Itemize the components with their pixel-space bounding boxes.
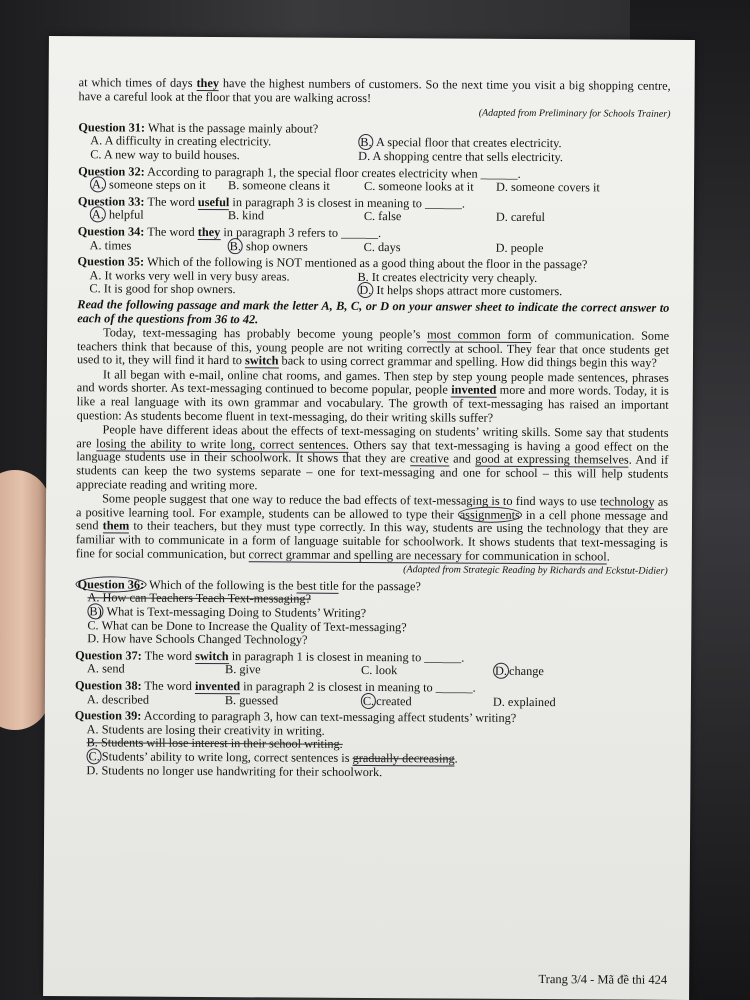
passage-source: (Adapted from Strategic Reading by Richards and Eckstut-Didier) [403, 564, 668, 578]
question-32: Question 32: According to paragraph 1, the special floor creates electricity when ______. A. someone steps on it B. someone cleans it C. someone looks at it D. someone covers it [78, 165, 670, 196]
q32-option-a[interactable]: A. someone steps on it [90, 178, 228, 192]
page-content [74, 76, 670, 781]
passage-paragraph-2: It all began with e-mail, online chat rooms, and games. Then step by step young people made sentences, phrases and words shorter. As text-messaging continued to become popular, people invented more and more words. Today, it is like a real language with its own grammar and vocabulary. The growth of text-messaging has raised an important question: As students become fluent in text-messaging, do their writing skills suffer? [76, 367, 669, 425]
answer-circle: C. [361, 692, 376, 708]
question-38: Question 38: The word invented in paragraph 2 is closest in meaning to ______. A. described B. guessed C. created D. explained [75, 679, 667, 710]
question-39: Question 39: According to paragraph 3, how can text-messaging affect students’ writing? A. Students are losing their creativity in writing. B. Students will lose interest in their school writing. C. Students’ ability to write long, correct sentences is gradually decreasing. D. Students no longer use handwriting for their schoolwork. [74, 709, 666, 781]
q37-option-b[interactable]: B. give [225, 662, 261, 677]
intro-source: (Adapted from Preliminary for Schools Trainer) [478, 107, 671, 121]
answer-circle: C. [86, 748, 101, 764]
q37-option-a[interactable]: A. send [87, 661, 125, 676]
q39-option-a[interactable]: A. Students are losing their creativity in writing. [86, 721, 325, 738]
q36-option-a[interactable]: A. How can Teachers Teach Text-messaging? [87, 590, 312, 607]
q31-option-b[interactable]: B. A special floor that creates electricity. [358, 136, 670, 151]
answer-circle: B. [358, 134, 373, 150]
q32-option-d[interactable]: D. someone covers it [495, 179, 600, 195]
q33-option-b[interactable]: B. kind [227, 208, 265, 223]
passage-paragraph-1: Today, text-messaging has probably become young people’s most common form of communication. Some teachers think that because of this, young people are not writing correctly at school. They fear that once students get used to it, they will find it hard to switch back to using correct grammar and spelling. How did things begin this way? [76, 325, 670, 371]
question-33: Question 33: The word useful in paragraph 3 is closest in meaning to ______. A. helpful B. kind C. false D. careful [78, 195, 670, 226]
answer-circle: B) [87, 603, 103, 619]
q39-option-d[interactable]: D. Students no longer use handwriting for their schoolwork. [86, 762, 383, 779]
q32-option-b[interactable]: B. someone cleans it [227, 178, 330, 193]
q33-option-d[interactable]: D. careful [495, 210, 546, 225]
intro-text: at which times of days they have the highest numbers of customers. So the next time you visit a big shopping centre, have a careful look at the floor that you are walking across! [78, 75, 671, 105]
q32-option-c[interactable]: C. someone looks at it [363, 179, 474, 194]
q31-option-d[interactable]: D. A shopping centre that sells electricity. [358, 148, 564, 165]
page-footer: Trang 3/4 - Mã đề thi 424 [538, 972, 668, 988]
q38-option-c[interactable]: C. created [361, 694, 493, 708]
q37-option-d[interactable]: D. change [493, 665, 667, 680]
passage-paragraph-4: Some people suggest that one way to reduce the bad effects of text-messaging is to find ways to use technology as a positive learning tool. For example, students can be allowed to type their assignments in a cell phone message and send them to their teachers, but they must type correctly. In this way, students are using the technology that they are familiar with to communicate in a form of language suitable for schoolwork. It shows students that text-messaging is fine for social communication, but correct grammar and spelling are necessary for communication in school. [75, 491, 669, 564]
answer-circle: A. [90, 207, 106, 223]
q34-option-b[interactable]: B. shop owners [228, 240, 364, 254]
question-34: Question 34: The word they in paragraph 3 refers to ______. A. times B. shop owners C. days D. people [78, 225, 670, 256]
q39-option-b[interactable]: B. Students will lose interest in their school writing. [86, 735, 343, 752]
holding-finger [0, 470, 50, 730]
answer-circle: D. [493, 663, 509, 679]
q36-option-b[interactable]: B) What is Text-messaging Doing to Students’ Writing? [87, 605, 667, 622]
q38-option-a[interactable]: A. described [86, 691, 150, 707]
answer-circle: A. [90, 176, 106, 192]
question-36: Question 36: Which of the following is the best title for the passage? A. How can Teachers Teach Text-messaging? B) What is Text-messaging Doing to Students’ Writing? C. What can be Done to Increase the Quality of Text-messaging? D. How have Schools Changed Technology? [75, 578, 667, 650]
q35-option-b[interactable]: B. It creates electricity very cheaply. [357, 269, 538, 285]
q39-option-c[interactable]: C. Students’ ability to write long, correct sentences is gradually decreasing. [86, 750, 666, 767]
q35-option-d[interactable]: D. It helps shops attract more customers. [357, 284, 669, 299]
q31-option-c[interactable]: C. A new way to build houses. [90, 147, 240, 163]
q38-option-b[interactable]: B. guessed [224, 692, 279, 707]
q36-option-d[interactable]: D. How have Schools Changed Technology? [87, 631, 308, 647]
q34-option-a[interactable]: A. times [89, 237, 132, 253]
q35-option-a[interactable]: A. It works very well in very busy areas. [89, 268, 290, 284]
question-35: Question 35: Which of the following is NOT mentioned as a good thing about the floor in the passage? A. It works very well in very busy areas. B. It creates electricity very cheaply. C. It is good for shop owners. D. It helps shops attract more customers. [77, 255, 669, 299]
q34-option-d[interactable]: D. people [495, 240, 544, 255]
answer-circle: B. [228, 238, 243, 254]
answer-circle: D. [357, 282, 373, 298]
question-37: Question 37: The word switch in paragraph 1 is closest in meaning to ______. A. send B. give C. look D. change [75, 649, 667, 680]
question-31: Question 31: What is the passage mainly about? A. A difficulty in creating electricity. B. A special floor that creates electricity. C. A new way to build houses. D. A shopping centre that sells electricity. [78, 121, 670, 165]
q33-option-c[interactable]: C. false [363, 209, 402, 224]
q37-option-c[interactable]: C. look [361, 663, 398, 678]
q31-option-a[interactable]: A. A difficulty in creating electricity. [90, 133, 272, 149]
passage-paragraph-3: People have different ideas about the effects of text-messaging on students’ writing skills. Some say that students are losing the ability to write long, correct sentences. Others say that text-messaging is having a good effect on the language students use in their schoolwork. It shows that they are creative and good at expressing themselves. And if students can keep the two systems separate – one for text-messaging and one for school – this will help students appreciate reading and writing more. [76, 422, 669, 492]
q33-option-a[interactable]: A. helpful [90, 209, 228, 223]
exam-page [43, 36, 695, 1000]
q34-option-c[interactable]: C. days [363, 239, 401, 254]
q36-option-c[interactable]: C. What can be Done to Increase the Quality of Text-messaging? [87, 617, 407, 634]
reading-instruction: Read the following passage and mark the letter A, B, C, or D on your answer sheet to indicate the correct answer to each of the questions from 36 to 42. [77, 297, 670, 326]
q38-option-d[interactable]: D. explained [492, 694, 556, 709]
q35-option-c[interactable]: C. It is good for shop owners. [89, 281, 236, 297]
